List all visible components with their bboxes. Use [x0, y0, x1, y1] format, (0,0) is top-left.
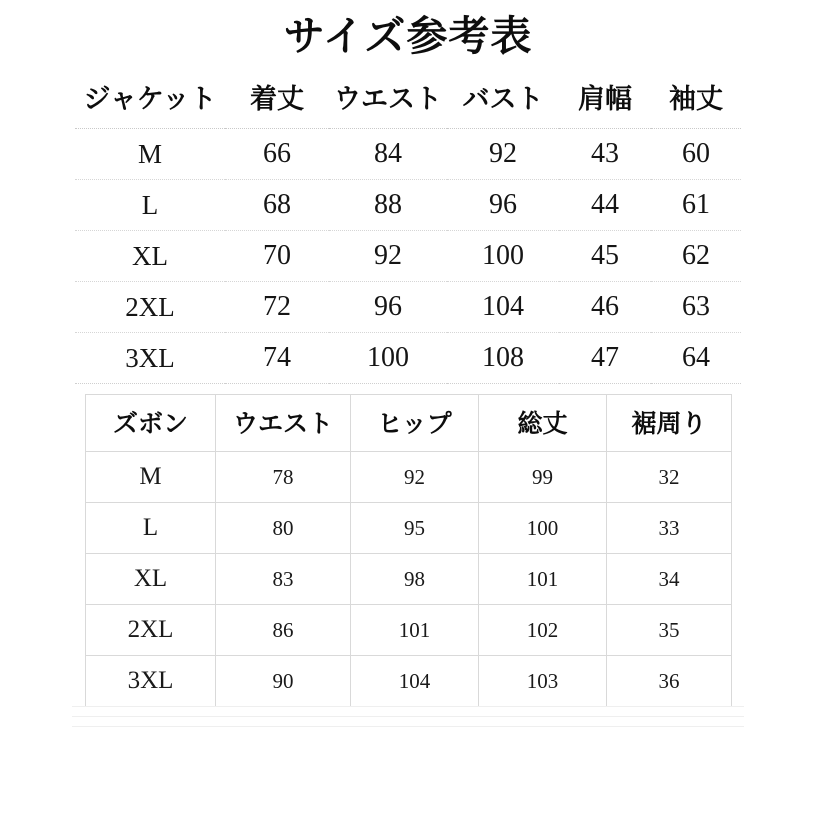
- pants-cell-total-length: 101: [479, 554, 607, 605]
- jacket-header-bust: バスト: [447, 75, 559, 129]
- pants-cell-hip: 101: [351, 605, 479, 656]
- pants-cell-total-length: 99: [479, 452, 607, 503]
- pants-cell-total-length: 103: [479, 656, 607, 707]
- pants-header-category: ズボン: [86, 395, 216, 452]
- jacket-size-table: [75, 75, 741, 384]
- pants-size-label: M: [86, 452, 216, 503]
- jacket-header-length: 着丈: [225, 75, 329, 129]
- jacket-cell-length: 72: [225, 282, 329, 333]
- pants-cell-hip: 104: [351, 656, 479, 707]
- table-row: [86, 656, 732, 707]
- pants-cell-hem: 34: [607, 554, 732, 605]
- pants-cell-hip: 92: [351, 452, 479, 503]
- jacket-cell-waist: 88: [329, 180, 447, 231]
- pants-table-container: [85, 394, 731, 707]
- table-row: [86, 503, 732, 554]
- pants-size-label: L: [86, 503, 216, 554]
- pants-header-hip: ヒップ: [351, 395, 479, 452]
- jacket-cell-length: 74: [225, 333, 329, 384]
- pants-cell-waist: 86: [216, 605, 351, 656]
- jacket-table-body: [75, 129, 741, 384]
- jacket-cell-waist: 100: [329, 333, 447, 384]
- jacket-cell-bust: 104: [447, 282, 559, 333]
- jacket-cell-waist: 92: [329, 231, 447, 282]
- jacket-cell-shoulder: 43: [559, 129, 651, 180]
- pants-cell-waist: 80: [216, 503, 351, 554]
- pants-cell-hem: 36: [607, 656, 732, 707]
- jacket-cell-bust: 108: [447, 333, 559, 384]
- pants-cell-hem: 35: [607, 605, 732, 656]
- pants-size-table: [85, 394, 732, 707]
- table-row: [75, 282, 741, 333]
- jacket-cell-shoulder: 45: [559, 231, 651, 282]
- jacket-cell-bust: 92: [447, 129, 559, 180]
- pants-size-label: 3XL: [86, 656, 216, 707]
- pants-cell-hip: 95: [351, 503, 479, 554]
- table-row: [86, 605, 732, 656]
- jacket-cell-length: 68: [225, 180, 329, 231]
- jacket-size-label: M: [75, 129, 225, 180]
- jacket-header-shoulder: 肩幅: [559, 75, 651, 129]
- pants-cell-hip: 98: [351, 554, 479, 605]
- jacket-cell-bust: 96: [447, 180, 559, 231]
- jacket-cell-length: 66: [225, 129, 329, 180]
- jacket-cell-sleeve: 64: [651, 333, 741, 384]
- pants-header-hem: 裾周り: [607, 395, 732, 452]
- pants-cell-waist: 83: [216, 554, 351, 605]
- jacket-size-label: 3XL: [75, 333, 225, 384]
- table-header-row: [86, 395, 732, 452]
- pants-size-label: XL: [86, 554, 216, 605]
- table-row: [86, 554, 732, 605]
- jacket-cell-waist: 84: [329, 129, 447, 180]
- table-row: [86, 452, 732, 503]
- jacket-cell-sleeve: 60: [651, 129, 741, 180]
- jacket-cell-shoulder: 46: [559, 282, 651, 333]
- jacket-cell-length: 70: [225, 231, 329, 282]
- jacket-cell-sleeve: 61: [651, 180, 741, 231]
- table-row: [75, 129, 741, 180]
- jacket-size-label: 2XL: [75, 282, 225, 333]
- page-title: サイズ参考表: [283, 12, 533, 60]
- jacket-table-header: [75, 75, 741, 129]
- jacket-size-label: XL: [75, 231, 225, 282]
- jacket-header-category: ジャケット: [75, 75, 225, 129]
- jacket-cell-sleeve: 62: [651, 231, 741, 282]
- pants-cell-hem: 32: [607, 452, 732, 503]
- table-row: [75, 180, 741, 231]
- pants-cell-total-length: 100: [479, 503, 607, 554]
- jacket-cell-shoulder: 47: [559, 333, 651, 384]
- background-texture: [72, 706, 744, 728]
- pants-cell-waist: 90: [216, 656, 351, 707]
- jacket-cell-sleeve: 63: [651, 282, 741, 333]
- jacket-size-label: L: [75, 180, 225, 231]
- jacket-cell-waist: 96: [329, 282, 447, 333]
- pants-table-header: [86, 395, 732, 452]
- jacket-header-waist: ウエスト: [329, 75, 447, 129]
- table-row: [75, 231, 741, 282]
- pants-size-label: 2XL: [86, 605, 216, 656]
- pants-table-body: [86, 452, 732, 707]
- pants-header-waist: ウエスト: [216, 395, 351, 452]
- pants-cell-hem: 33: [607, 503, 732, 554]
- table-row: [75, 333, 741, 384]
- pants-cell-total-length: 102: [479, 605, 607, 656]
- jacket-cell-shoulder: 44: [559, 180, 651, 231]
- pants-cell-waist: 78: [216, 452, 351, 503]
- jacket-cell-bust: 100: [447, 231, 559, 282]
- pants-header-total-length: 総丈: [479, 395, 607, 452]
- table-header-row: [75, 75, 741, 129]
- jacket-header-sleeve: 袖丈: [651, 75, 741, 129]
